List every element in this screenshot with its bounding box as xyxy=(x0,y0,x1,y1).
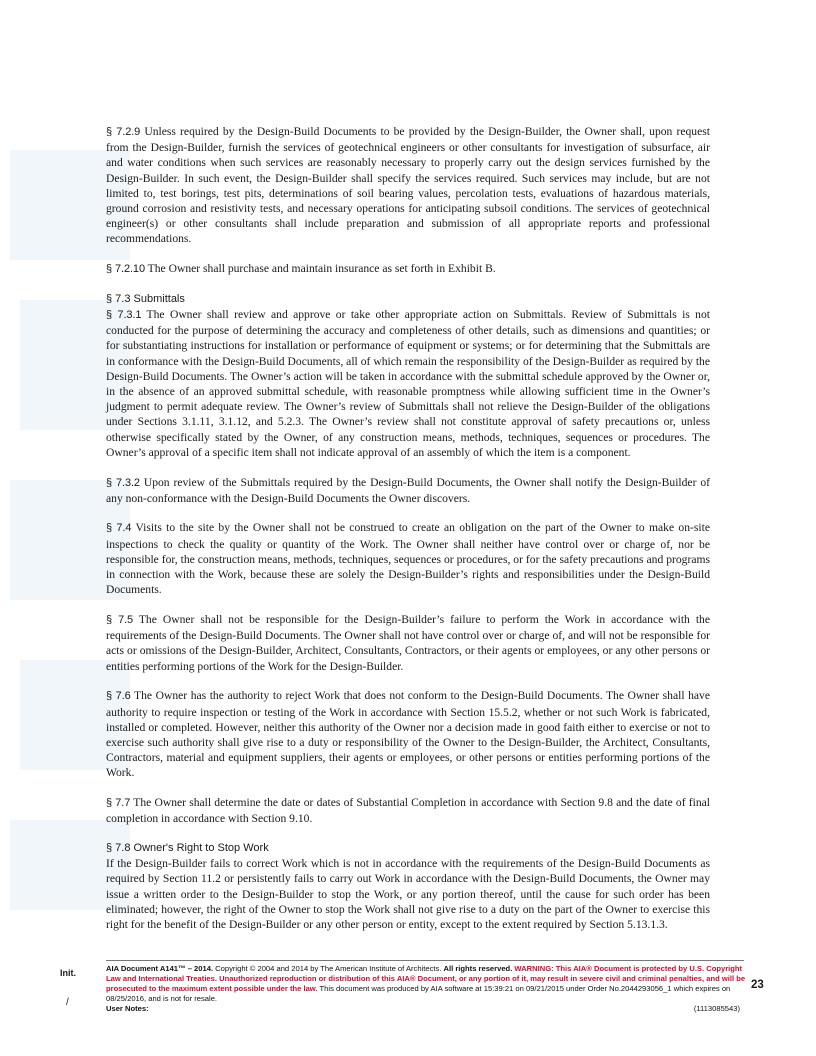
section-7-8-text: If the Design-Builder fails to correct Work which is not in accordance with the requirements of the Design-Build Documents as required by Section 11.2 or persistently fails to carry out Work in accordance with the Design-Build Documents, the Owner may issue a written order to the Design-Builder to stop the Work, or any portion thereof, until the cause for such order has been eliminated; however, the right of the Owner to stop the Work shall not give rise to a duty on the part of the Owner to exercise this right for the benefit of the Design-Builder or any other person or entity, except to the extent required by Section 5.13.1.3. xyxy=(106,857,710,931)
section-7-4 xyxy=(106,520,710,597)
section-number: § 7.5 xyxy=(106,613,134,626)
user-notes-label: User Notes: xyxy=(106,1004,149,1014)
page-number: 23 xyxy=(751,979,764,991)
section-text: The Owner shall determine the date or dates of Substantial Completion in accordance with Section 9.8 and the date of final completion in accordance with Section 9.10. xyxy=(106,796,710,826)
footer-notes-row xyxy=(106,1004,746,1014)
section-number: § 7.2.10 xyxy=(106,263,145,276)
section-text: Visits to the site by the Owner shall not be construed to create an obligation on the part of the Owner to make on-site inspections to check the quality or quantity of the Work. The Owner shall neither have control over or charge of, nor be responsible for, the construction means, methods, techniques, sequences or procedures, or for the safety precautions and programs in connection with the Work, because these are solely the Design-Builder’s rights and responsibilities under the Design-Build Documents. xyxy=(106,521,710,597)
footer-divider xyxy=(106,960,744,961)
copyright-text: Copyright © 2004 and 2014 by The American Institute of Architects. xyxy=(213,964,444,973)
document-body xyxy=(106,124,710,932)
section-text: The Owner shall not be responsible for the Design-Builder’s failure to perform the Work in accordance with the requirements of the Design-Build Documents. The Owner shall not have control over or charge of, and will not be responsible for acts or omissions of the Design-Builder, Architect, Consultants, Contractors, or their agents or employees, or any other persons or entities performing portions of the Work for the Design-Builder. xyxy=(106,612,710,673)
section-number: § 7.2.9 xyxy=(106,126,141,138)
section-text: The Owner shall purchase and maintain insurance as set forth in Exhibit B. xyxy=(144,262,496,276)
section-7-5 xyxy=(106,612,710,674)
section-7-8-heading: § 7.8 Owner's Right to Stop Work xyxy=(106,841,269,854)
section-7-7 xyxy=(106,795,710,826)
section-text: The Owner shall review and approve or take other appropriate action on Submittals. Review of Submittals is not conducted for the purpose of determining the accuracy and completeness of other details, such as dimensions and quantities; or for substantiating instructions for installation or performance of equipment or systems; or for determining that the Submittals are in conformance with the Design-Build Documents, all of which remain the responsibility of the Design-Builder as required by the Design-Build Documents. The Owner’s action will be taken in accordance with the submittal schedule approved by the Owner or, in the absence of an approved submittal schedule, with reasonable promptness while allowing sufficient time in the Owner’s judgment to permit adequate review. The Owner’s review of Submittals shall not relieve the Design-Builder of the obligations under Sections 3.1.11, 3.1.12, and 5.2.3. The Owner’s review shall not constitute approval of safety precautions or, unless otherwise specifically stated by the Owner, of any construction means, methods, techniques, sequences or procedures. The Owner’s approval of a specific item shall not indicate approval of an assembly of which the item is a component. xyxy=(106,308,710,459)
section-text: Upon review of the Submittals required by the Design-Build Documents, the Owner shall notify the Design-Builder of any non-conformance with the Design-Build Documents the Owner discovers. xyxy=(106,475,710,505)
warning-text: WARNING: This AIA® Document is protected by U.S. Copyright Law and International Treaties. Unauthorized reproduction or distribution of this AIA® Document, or any portion of it, may result in severe civil and criminal penalties, and will be prosecuted to the maximum extent possible under the law. xyxy=(106,964,746,994)
footer-notice xyxy=(106,964,746,1004)
section-number: § 7.3.2 xyxy=(106,476,140,489)
section-number: § 7.3.1 xyxy=(106,309,142,322)
section-text: The Owner has the authority to reject Work that does not conform to the Design-Build Documents. The Owner shall have authority to require inspection or testing of the Work in accordance with Section 15.5.2, whether or not such Work is fabricated, installed or completed. However, neither this authority of the Owner nor a decision made in good faith either to exercise or not to exercise such authority shall give rise to a duty or responsibility of the Owner to the Design-Builder, the Architect, Consultants, Contractors, material and equipment suppliers, their agents or employees, or other persons or entities performing portions of the Work. xyxy=(106,689,711,780)
section-number: § 7.7 xyxy=(106,797,131,810)
section-7-3-heading: § 7.3 Submittals xyxy=(106,292,185,305)
section-7-3-1 xyxy=(106,307,710,460)
section-7-3-2 xyxy=(106,475,710,506)
section-number: § 7.4 xyxy=(106,522,132,535)
produced-text: This document was produced by AIA software at 15:39:21 on 09/21/2015 under Order No.2044293056_1 which expires on 08/25/2016, and is not for resale. xyxy=(106,984,731,1004)
section-7-6 xyxy=(106,688,710,780)
init-label: Init. xyxy=(60,968,76,978)
footer xyxy=(106,964,746,1014)
section-7-2-10 xyxy=(106,261,710,277)
doc-title: AIA Document A141™ – 2014. xyxy=(106,964,214,973)
section-7-2-9 xyxy=(106,124,710,247)
section-text: Unless required by the Design-Build Documents to be provided by the Design-Builder, the Owner shall, upon request from the Design-Builder, furnish the services of geotechnical engineers or other consultants for investigation of subsurface, air and water conditions when such services are reasonably necessary to properly carry out the design services furnished by the Design-Builder. In such event, the Design-Builder shall specify the services required. Such services may include, but are not limited to, test borings, test pits, determinations of soil bearing values, percolation tests, evaluations of hazardous materials, ground corrosion and resistivity tests, and necessary operations for anticipating subsoil conditions. The services of geotechnical engineer(s) or other consultants shall include preparation and submission of all appropriate reports and professional recommendations. xyxy=(106,125,710,246)
order-id: (1113085543) xyxy=(693,1004,740,1014)
section-number: § 7.6 xyxy=(106,690,131,703)
init-mark: / xyxy=(66,997,69,1008)
rights-text: All rights reserved. xyxy=(443,964,513,973)
